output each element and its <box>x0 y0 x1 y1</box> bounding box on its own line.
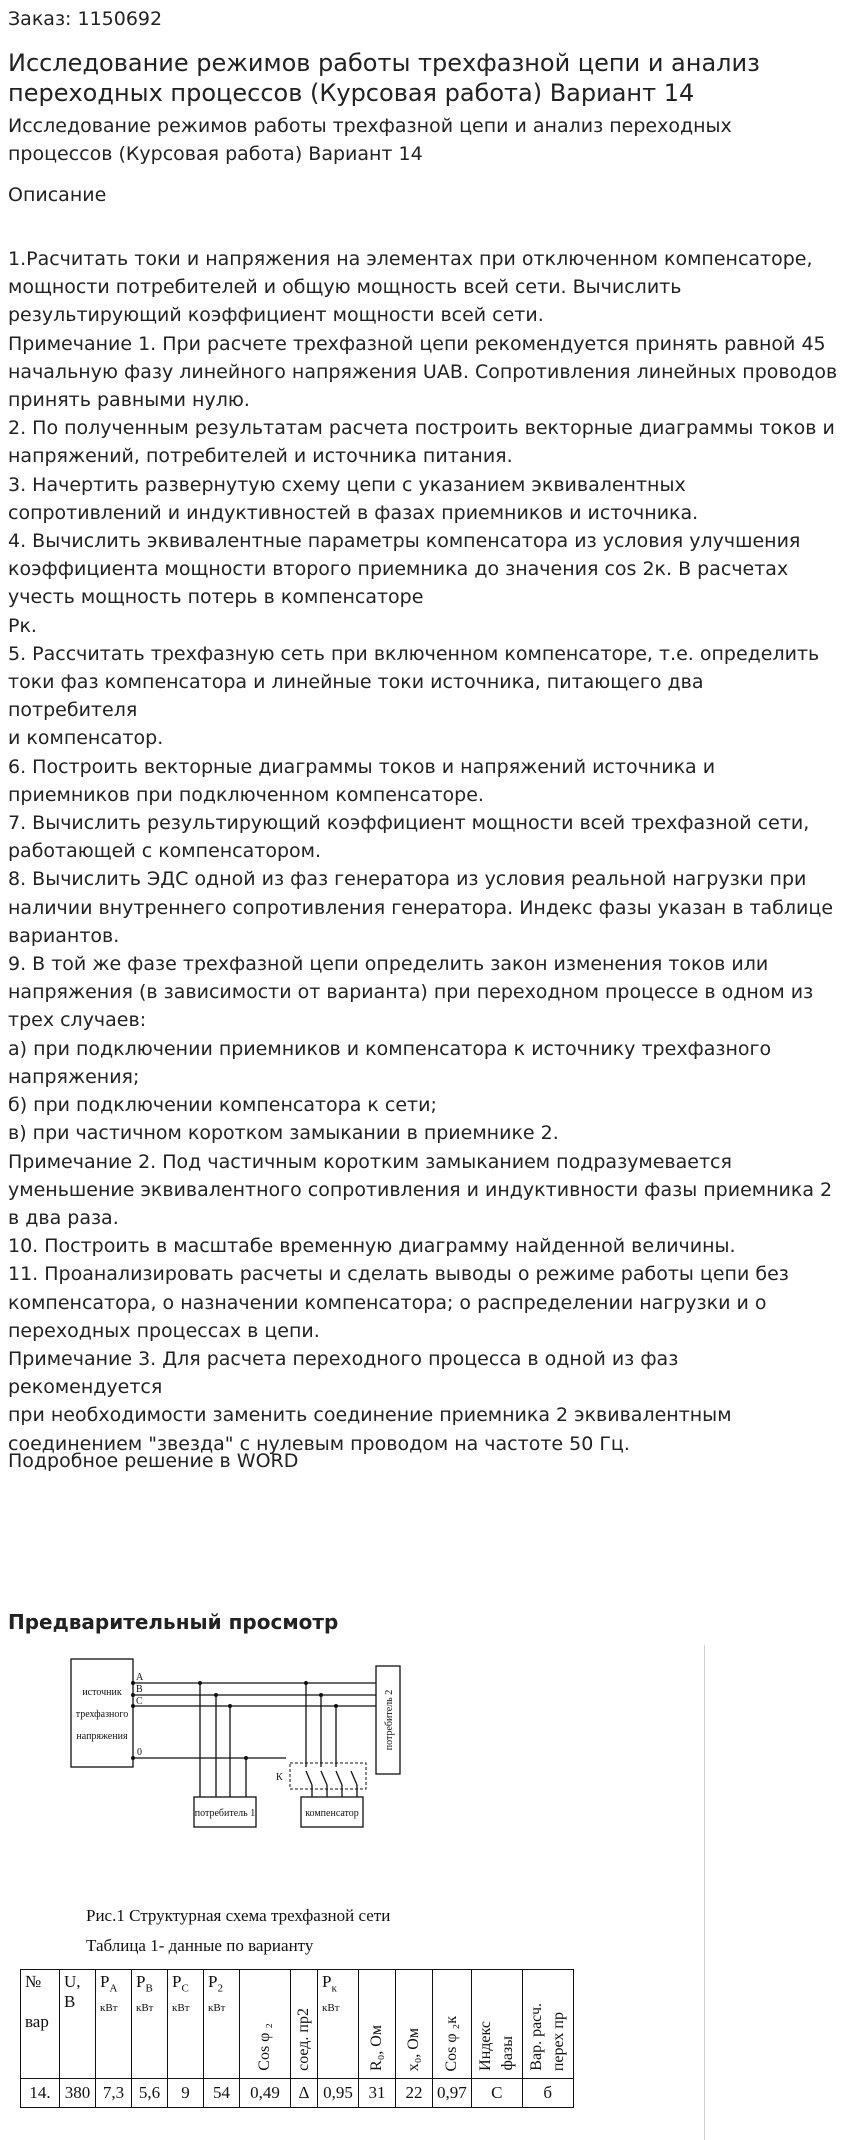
cell-r0: 31 <box>359 2079 396 2108</box>
page-title: Исследование режимов работы трехфазной цепи и анализ переходных процессов (Курсовая работа) Вариант 14 <box>8 49 760 107</box>
phase-label-a: A <box>136 1672 144 1683</box>
description-heading: Описание <box>8 184 107 206</box>
header-conn2: соед. пр2 <box>291 1970 318 2079</box>
cell-cos2k: 0,97 <box>433 2079 472 2108</box>
header-r0: R₀, Ом <box>359 1970 396 2079</box>
phase-label-c: C <box>136 1696 143 1707</box>
description-line: 9. В той же фазе трехфазной цепи определить закон изменения токов или <box>8 953 769 976</box>
cell-pc: 9 <box>168 2079 204 2108</box>
preview-heading: Предварительный просмотр <box>8 1610 339 1634</box>
description-line: токи фаз компенсатора и линейные токи источника, питающего два потребителя <box>8 671 704 722</box>
header-p2: $P_2$ кВт <box>204 1970 240 2079</box>
source-label-3: напряжения <box>76 1731 128 1742</box>
table-row <box>21 2079 574 2108</box>
description-line: работающей с компенсатором. <box>8 840 322 863</box>
description-line: 8. Вычислить ЭДС одной из фаз генератора из условия реальной нагрузки при <box>8 868 807 891</box>
preview-image <box>14 1645 705 2140</box>
header-phase-index: Индекс фазы <box>471 1970 522 2079</box>
header-x0: x₀, Ом <box>396 1970 433 2079</box>
cell-conn2: Δ <box>291 2079 318 2108</box>
description-line: Примечание 3. Для расчета переходного процесса в одной из фаз рекомендуется <box>8 1347 679 1399</box>
variant-table <box>20 1969 574 2108</box>
description-line: приемников при подключенном компенсаторе. <box>8 783 484 806</box>
description-line: и компенсатор. <box>8 727 164 750</box>
header-var: № вар <box>21 1970 60 2079</box>
cell-var: 14. <box>21 2079 60 2108</box>
header-pa: $P_A$ кВт <box>96 1970 132 2079</box>
description-line: напряжения; <box>8 1065 140 1088</box>
description-line: при необходимости заменить соединение приемника 2 эквивалентным <box>8 1404 732 1427</box>
header-var-calc: Вар. расч. перех пр <box>522 1970 573 2079</box>
description-line: трех случаев: <box>8 1009 147 1032</box>
description-line: 3. Начертить развернутую схему цепи с указанием эквивалентных <box>8 473 686 496</box>
description-line: мощности потребителей и общую мощность всей сети. Вычислить <box>8 276 682 299</box>
description-line: напряжения (в зависимости от варианта) при переходном процессе в одном из <box>8 981 814 1004</box>
description-line: начальную фазу линейного напряжения UAB. Сопротивления линейных проводов <box>8 360 838 383</box>
cell-phase-index: C <box>471 2079 522 2108</box>
order-number: Заказ: 1150692 <box>8 8 163 30</box>
description-line: б) при подключении компенсатора к сети; <box>8 1094 437 1117</box>
page-subtitle: Исследование режимов работы трехфазной цепи и анализ переходных процессов (Курсовая работа) Вариант 14 <box>8 115 732 165</box>
cell-p2: 54 <box>204 2079 240 2108</box>
description-line: 4. Вычислить эквивалентные параметры компенсатора из условия улучшения <box>8 530 801 553</box>
description-line: 2. По полученным результатам расчета построить векторные диаграммы токов и <box>8 417 835 440</box>
description-line: принять равными нулю. <box>8 389 250 412</box>
neutral-label: 0 <box>137 1747 142 1758</box>
cell-pa: 7,3 <box>96 2079 132 2108</box>
description-line: в) при частичном коротком замыкании в приемнике 2. <box>8 1122 559 1145</box>
description-line: Рк. <box>8 614 37 637</box>
description-line: наличии внутреннего сопротивления генератора. Индекс фазы указан в таблице <box>8 896 834 919</box>
compensator-label: компенсатор <box>305 1808 359 1819</box>
description-body <box>8 245 838 1458</box>
description-line: а) при подключении приемников и компенсатора к источнику трехфазного <box>8 1037 772 1060</box>
description-line: компенсатора, о назначении компенсатора; о распределении нагрузки и о <box>8 1291 767 1314</box>
header-pb: $P_B$ кВт <box>132 1970 168 2079</box>
description-line: 7. Вычислить результирующий коэффициент мощности всей трехфазной сети, <box>8 812 810 835</box>
phase-label-b: B <box>136 1684 143 1695</box>
header-cos2k: Cos φ ₂к <box>433 1970 472 2079</box>
figure-caption: Рис.1 Структурная схема трехфазной сети <box>86 1906 391 1925</box>
consumer2-label: потребитель 2 <box>384 1689 395 1751</box>
word-note: Подробное решение в WORD <box>8 1450 299 1472</box>
header-cos2: Cos φ ₂ <box>240 1970 291 2079</box>
source-label-1: источник <box>82 1687 122 1698</box>
description-line: напряжений, потребителей и источника питания. <box>8 445 513 468</box>
cell-x0: 22 <box>396 2079 433 2108</box>
description-line: Примечание 2. Под частичным коротким замыканием подразумевается <box>8 1150 732 1173</box>
description-line: 1.Расчитать токи и напряжения на элементах при отключенном компенсаторе, <box>8 248 813 270</box>
description-line: 6. Построить векторные диаграммы токов и напряжений источника и <box>8 755 716 778</box>
description-line: переходных процессах в цепи. <box>8 1319 320 1342</box>
description-line: коэффициента мощности второго приемника до значения cos 2к. В расчетах <box>8 558 789 581</box>
cell-u: 380 <box>60 2079 96 2108</box>
description-line: Примечание 1. При расчете трехфазной цепи рекомендуется принять равной 45 <box>8 332 826 355</box>
cell-pk: 0,95 <box>318 2079 359 2108</box>
header-u: U, В <box>60 1970 96 2079</box>
description-line: сопротивлений и индуктивностей в фазах приемников и источника. <box>8 501 699 524</box>
description-line: 10. Построить в масштабе временную диаграмму найденной величины. <box>8 1235 736 1258</box>
description-line: вариантов. <box>8 924 120 947</box>
cell-var-calc: б <box>522 2079 573 2108</box>
description-line: 11. Проанализировать расчеты и сделать выводы о режиме работы цепи без <box>8 1263 789 1286</box>
description-line: в два раза. <box>8 1206 119 1229</box>
description-line: уменьшение эквивалентного сопротивления и индуктивности фазы приемника 2 <box>8 1178 833 1201</box>
cell-pb: 5,6 <box>132 2079 168 2108</box>
header-pc: $P_C$ кВт <box>168 1970 204 2079</box>
table-title: Таблица 1- данные по варианту <box>86 1936 314 1955</box>
description-line: учесть мощность потерь в компенсаторе <box>8 586 424 609</box>
description-line: 5. Рассчитать трехфазную сеть при включенном компенсаторе, т.е. определить <box>8 642 820 665</box>
description-line: результирующий коэффициент мощности всей сети. <box>8 304 544 327</box>
switch-label: К <box>276 1772 283 1783</box>
consumer1-label: потребитель 1 <box>194 1808 256 1819</box>
cell-cos2: 0,49 <box>240 2079 291 2108</box>
source-label-2: трехфазного <box>75 1709 129 1720</box>
table-header-row <box>21 1970 574 2079</box>
description-line: соединением "звезда" с нулевым проводом на частоте 50 Гц. <box>8 1432 630 1455</box>
header-pk: $P_к$ кВт <box>318 1970 359 2079</box>
